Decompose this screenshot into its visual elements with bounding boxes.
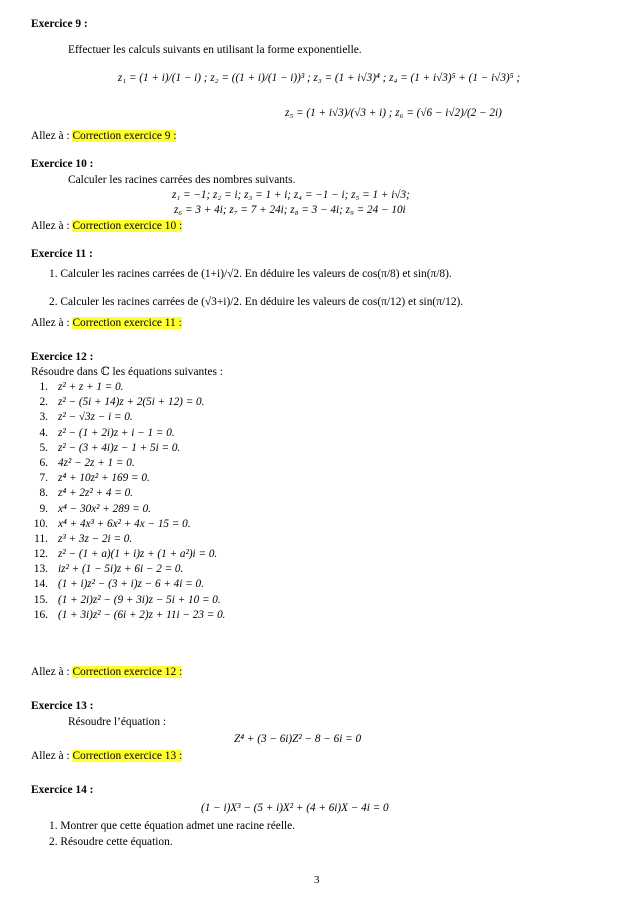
exercise-11-item-2: 2. Calculer les racines carrées de (√3+i)/2. En déduire les valeurs de cos(π/12) et sin(π/12).: [49, 296, 464, 308]
correction-13-link[interactable]: Correction exercice 13 :: [72, 750, 183, 762]
list-item: 6. 4z² − 2z + 1 = 0.: [39, 456, 135, 469]
exercise-12-title: Exercice 12 :: [31, 351, 94, 363]
list-item: 4. z² − (1 + 2i)z + i − 1 = 0.: [39, 426, 175, 439]
exercise-14-equation: (1 − i)X³ − (5 + i)X² + (4 + 6i)X − 4i = 0: [201, 802, 389, 814]
exercise-11-item-1: 1. Calculer les racines carrées de (1+i)/√2. En déduire les valeurs de cos(π/8) et sin(π/8).: [49, 268, 452, 280]
exercise-10-title: Exercice 10 :: [31, 158, 94, 170]
goto-prefix: Allez à :: [31, 750, 73, 762]
list-item: 9. x⁴ − 30x² + 289 = 0.: [39, 502, 151, 515]
exercise-14-item-2: 2. Résoudre cette équation.: [49, 836, 173, 848]
exercise-13-instruction: Résoudre l’équation :: [68, 716, 167, 728]
exercise-12-list: [26, 381, 225, 624]
exercise-9-equation-line-1: z₁ = (1 + i)/(1 − i) ; z₂ = ((1 + i)/(1 − i))³ ; z₃ = (1 + i√3)⁴ ; z₄ = (1 + i√3)⁵ + (1 − i√3)⁵ ;: [117, 72, 521, 84]
exercise-12-instruction: Résoudre dans ℂ les équations suivantes :: [31, 366, 223, 378]
exercise-10-instruction: Calculer les racines carrées des nombres suivants.: [68, 174, 296, 186]
list-item: 1. z² + z + 1 = 0.: [39, 381, 124, 393]
exercise-14-title: Exercice 14 :: [31, 784, 94, 796]
exercise-9-goto: [31, 130, 176, 143]
exercise-12-goto: [31, 666, 182, 679]
exercise-13-equation: Z⁴ + (3 − 6i)Z² − 8 − 6i = 0: [234, 733, 362, 745]
goto-prefix: Allez à :: [31, 317, 73, 329]
goto-prefix: Allez à :: [31, 220, 73, 232]
correction-12-link[interactable]: Correction exercice 12 :: [72, 666, 183, 678]
list-item: 12. z² − (1 + a)(1 + i)z + (1 + a²)i = 0.: [33, 548, 218, 561]
exercise-13-goto: [31, 750, 182, 763]
exercise-14-item-1: 1. Montrer que cette équation admet une racine réelle.: [49, 820, 296, 832]
exercise-10-goto: [31, 220, 182, 233]
exercise-9-equation-line-2: z₅ = (1 + i√3)/(√3 + i) ; z₆ = (√6 − i√2)/(2 − 2i): [285, 107, 502, 119]
list-item: 10. x⁴ + 4x³ + 6x² + 4x − 15 = 0.: [33, 517, 191, 530]
list-item: 11. z³ + 3z − 2i = 0.: [34, 532, 133, 545]
list-item: 3. z² − √3z − i = 0.: [39, 411, 133, 424]
list-item: 5. z² − (3 + 4i)z − 1 + 5i = 0.: [39, 441, 181, 454]
goto-prefix: Allez à :: [31, 130, 73, 142]
page-number: 3: [314, 874, 320, 886]
exercise-11-title: Exercice 11 :: [31, 248, 93, 260]
exercise-11-goto: [31, 317, 182, 330]
list-item: 8. z⁴ + 2z² + 4 = 0.: [39, 487, 133, 500]
list-item: 16. (1 + 3i)z² − (6i + 2)z + 11i − 23 = 0.: [33, 608, 226, 621]
correction-9-link[interactable]: Correction exercice 9 :: [72, 130, 177, 142]
list-item: 14. (1 + i)z² − (3 + i)z − 6 + 4i = 0.: [33, 578, 204, 591]
goto-prefix: Allez à :: [31, 666, 73, 678]
exercise-10-equation-line-2: z₆ = 3 + 4i; z₇ = 7 + 24i; z₈ = 3 − 4i; z₉ = 24 − 10i: [174, 204, 406, 216]
correction-11-link[interactable]: Correction exercice 11 :: [72, 317, 182, 329]
exercise-10-equation-line-1: z₁ = −1; z₂ = i; z₃ = 1 + i; z₄ = −1 − i; z₅ = 1 + i√3;: [172, 189, 410, 201]
list-item: 7. z⁴ + 10z² + 169 = 0.: [39, 472, 150, 485]
list-item: 2. z² − (5i + 14)z + 2(5i + 12) = 0.: [39, 396, 205, 409]
exercise-13-title: Exercice 13 :: [31, 700, 94, 712]
exercise-9-title: Exercice 9 :: [31, 18, 88, 30]
list-item: 13. iz² + (1 − 5i)z + 6i − 2 = 0.: [33, 563, 184, 576]
correction-10-link[interactable]: Correction exercice 10 :: [72, 220, 183, 232]
exercise-9-instruction: Effectuer les calculs suivants en utilisant la forme exponentielle.: [68, 44, 362, 56]
list-item: 15. (1 + 2i)z² − (9 + 3i)z − 5i + 10 = 0.: [33, 593, 221, 606]
